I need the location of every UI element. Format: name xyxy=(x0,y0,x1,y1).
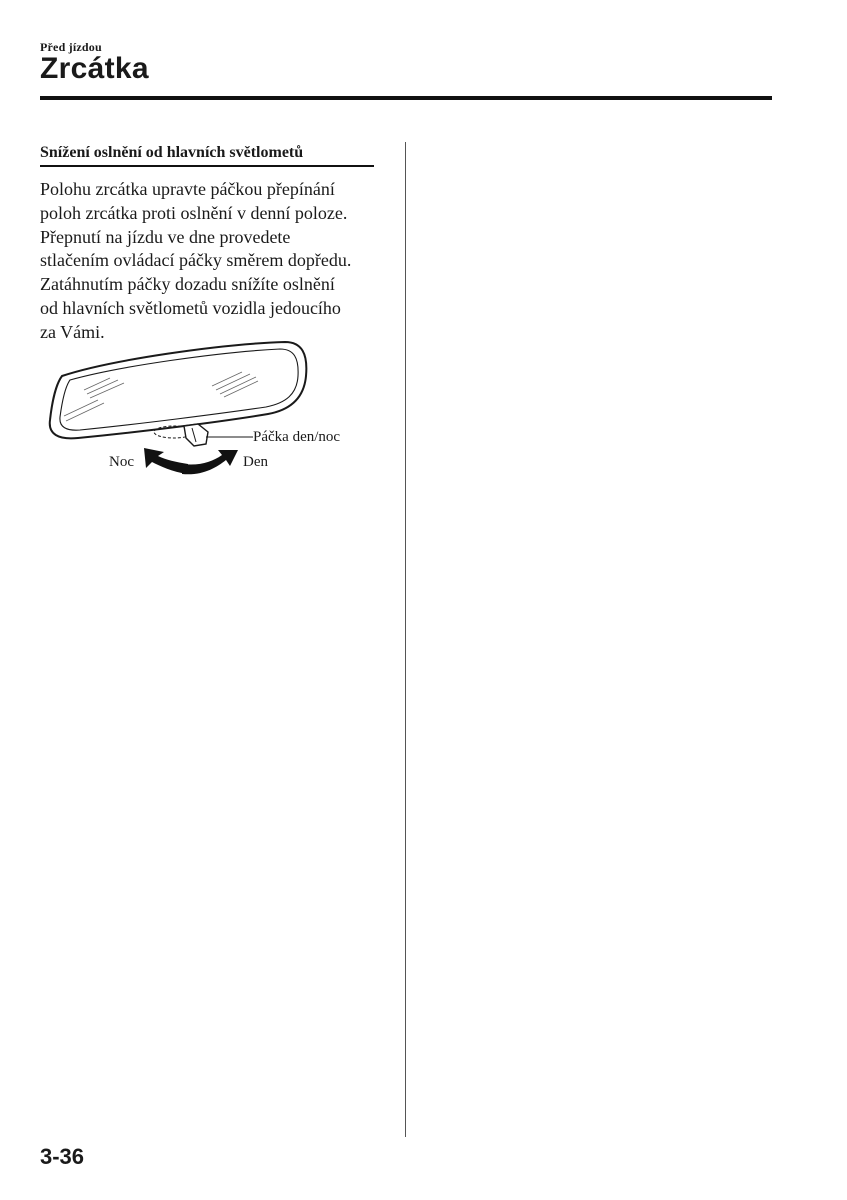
night-arrow-icon xyxy=(144,448,188,474)
mirror-illustration xyxy=(40,340,370,480)
day-arrow-icon xyxy=(182,450,238,474)
day-night-lever xyxy=(184,424,208,446)
paragraph-line: Polohu zrcátka upravte páčkou přepínání xyxy=(40,179,335,199)
paragraph-line: Zatáhnutím páčky dozadu snížíte oslnění xyxy=(40,274,335,295)
paragraph-line: stlačením ovládací páčky směrem dopředu. xyxy=(40,250,352,271)
section-paragraph xyxy=(40,178,390,345)
title-divider xyxy=(40,96,772,100)
paragraph-line: za Vámi. xyxy=(40,321,105,342)
section-heading: Snížení oslnění od hlavních světlometů xyxy=(40,142,374,167)
rearview-mirror-drawing xyxy=(40,340,370,480)
paragraph-line: Přepnutí na jízdu ve dne provedete xyxy=(40,226,291,247)
page-title: Zrcátka xyxy=(40,52,149,85)
paragraph-line: od hlavních světlometů vozidla jedoucího xyxy=(40,297,341,318)
night-label: Noc xyxy=(109,454,134,470)
page-number: 3-36 xyxy=(40,1144,85,1169)
mirror-housing xyxy=(50,342,307,438)
lever-label: Páčka den/noc xyxy=(253,429,341,445)
chapter-label: Před jízdou xyxy=(40,40,102,54)
column-divider xyxy=(405,142,406,1137)
day-label: Den xyxy=(243,454,268,470)
paragraph-line: poloh zrcátka proti oslnění v denní poloze. xyxy=(40,202,348,223)
